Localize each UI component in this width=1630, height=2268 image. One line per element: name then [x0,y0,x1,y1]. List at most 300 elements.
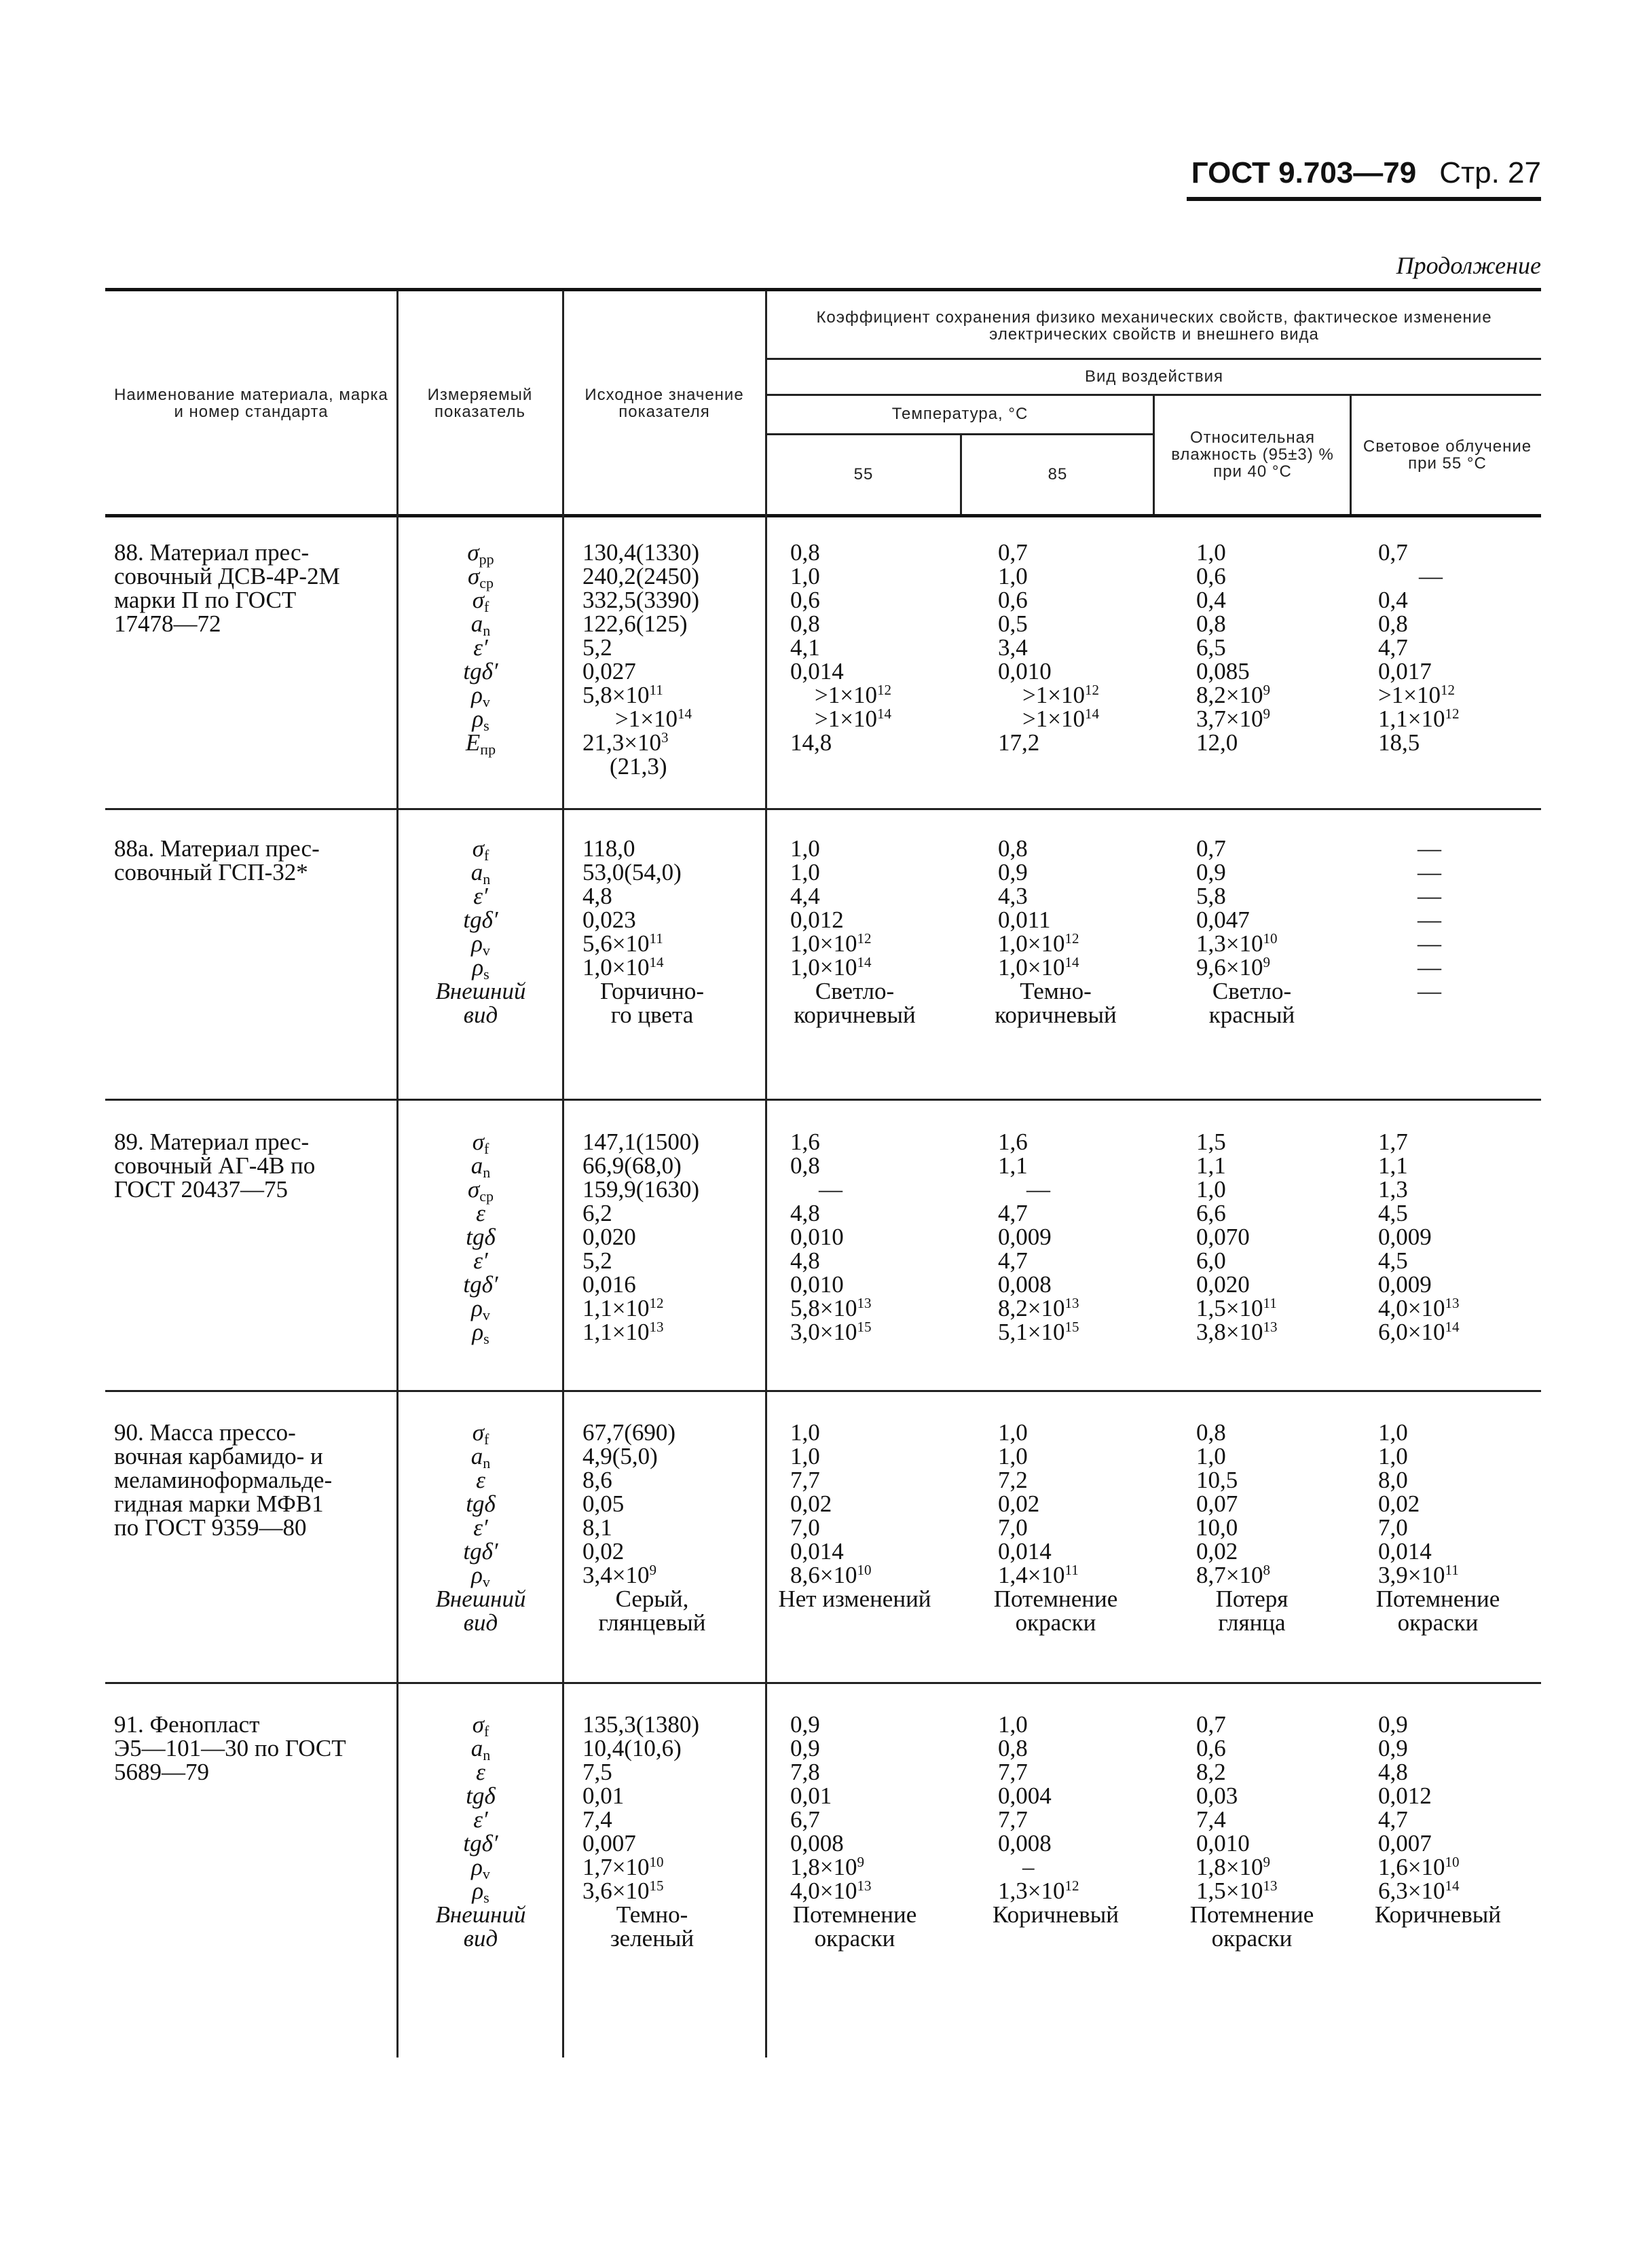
cell-light [1378,1130,1538,1344]
measured-line: Внешний [435,978,526,1004]
original-line: 53,0(54,0) [582,859,682,885]
original-line: 4,9(5,0) [582,1443,658,1469]
t85-line: 0,010 [998,658,1052,684]
measured-line: вид [463,1002,498,1028]
t55-line: 0,6 [790,587,820,613]
col-divider-1 [396,291,399,2057]
cell-measured [399,1713,562,1950]
original-line: $3,6\times 10^{15}$ [582,1878,664,1904]
t55-line: 0,010 [790,1271,844,1298]
humidity-line: $1,5\times 10^{11}$ [1196,1295,1277,1321]
table-top-rule [105,288,1541,291]
t55-line: $5,8\times 10^{13}$ [790,1295,872,1321]
original-line: 7,5 [582,1759,612,1785]
page-header [1191,156,1541,190]
t55-line: $8,6\times 10^{10}$ [790,1562,872,1588]
original-line: зеленый [610,1925,694,1952]
t55-line: 0,008 [790,1830,844,1857]
t85-line: 17,2 [998,729,1040,756]
t55-line: Потемнение [792,1901,917,1928]
cell-t85 [998,541,1154,754]
measured-line: $\sigma_f$ [472,587,489,615]
original-line: 66,9(68,0) [582,1152,682,1179]
t55-line: 0,012 [790,907,844,933]
light-line: Коричневый [1375,1901,1501,1928]
t85-line: 7,0 [998,1514,1028,1541]
original-line: 0,01 [582,1782,625,1809]
measured-line: $a_n$ [470,1152,491,1181]
standard-number: ГОСТ 9.703—79 [1191,156,1417,189]
humidity-line: 0,6 [1196,563,1226,589]
t55-line: $1,0\times 10^{14}$ [790,954,872,981]
humidity-line: $8,7\times 10^8$ [1196,1562,1270,1588]
name-line: совочный ДСВ-4Р-2М [114,563,340,589]
original-line: 0,016 [582,1271,636,1298]
name-line: по ГОСТ 9359—80 [114,1514,307,1541]
t55-line: 1,0 [790,1419,820,1446]
measured-line: ε′ [473,1514,488,1541]
cell-name [114,1421,392,1539]
humidity-line: 10,5 [1196,1467,1238,1493]
humidity-line: $3,7\times 10^9$ [1196,706,1270,732]
t55-line: окраски [814,1925,895,1952]
t55-line: 1,0 [790,859,820,885]
humidity-line: 0,010 [1196,1830,1250,1857]
t55-line: 0,8 [790,1152,820,1179]
original-line: 122,6(125) [582,610,688,637]
light-line: 18,5 [1378,729,1420,756]
measured-line: $\sigma_{ср}$ [467,563,494,591]
t85-line: $5,1\times 10^{15}$ [998,1319,1079,1345]
name-line: меламиноформальде- [114,1467,333,1493]
t55-line: $>1\times 10^{12}$ [815,682,891,708]
col-divider-hum-light [1350,395,1352,514]
t55-line: 1,6 [790,1129,820,1155]
t55-line: — [819,1176,842,1203]
t55-line: 0,014 [790,658,844,684]
original-line: $1,1\times 10^{12}$ [582,1295,664,1321]
cell-original [582,541,762,778]
light-line: 0,8 [1378,610,1408,637]
t55-line: 4,4 [790,883,820,909]
measured-line: $\sigma_f$ [472,1711,489,1740]
t85-line: 0,02 [998,1490,1040,1517]
t55-line: 1,0 [790,1443,820,1469]
t55-line: 7,8 [790,1759,820,1785]
t55-line: $3,0\times 10^{15}$ [790,1319,872,1345]
header-influence: Вид воздействия [1084,367,1224,386]
header-t55: 55 [853,465,874,483]
humidity-line: 7,4 [1196,1806,1226,1833]
t85-line: $>1\times 10^{14}$ [1022,706,1099,732]
measured-line: tgδ′ [463,1271,498,1298]
header-t85: 85 [1048,465,1068,483]
t85-line: 0,6 [998,587,1028,613]
original-line: 332,5(3390) [582,587,700,613]
humidity-line: 0,8 [1196,1419,1226,1446]
humidity-line: 0,02 [1196,1538,1238,1565]
t85-line: коричневый [995,1002,1117,1028]
header-temperature: Температура, °С [891,404,1029,423]
measured-line: $\rho_s$ [472,1878,489,1906]
humidity-line: $9,6\times 10^9$ [1196,954,1270,981]
measured-line: $\sigma_{рр}$ [467,539,494,568]
cell-t55 [790,1713,960,1950]
light-line: 0,4 [1378,587,1408,613]
name-line: 88. Материал прес- [114,539,310,566]
measured-line: tgδ [466,1224,496,1250]
humidity-line: 0,4 [1196,587,1226,613]
t85-line: Потемнение [993,1586,1118,1612]
cell-measured [399,1421,562,1634]
original-line: 5,2 [582,634,612,661]
name-line: Э5—101—30 по ГОСТ [114,1735,346,1761]
humidity-line: 0,6 [1196,1735,1226,1761]
cell-light [1378,837,1538,1003]
cell-humidity [1196,837,1348,1027]
humidity-line: 1,0 [1196,539,1226,566]
t85-line: 0,014 [998,1538,1052,1565]
t85-line: 4,3 [998,883,1028,909]
light-line: Потемнение [1375,1586,1500,1612]
t55-line: 0,9 [790,1735,820,1761]
light-line: $3,9\times 10^{11}$ [1378,1562,1459,1588]
t85-line: 4,7 [998,1247,1028,1274]
t55-line: 0,014 [790,1538,844,1565]
humidity-line: 0,070 [1196,1224,1250,1250]
name-line: 91. Фенопласт [114,1711,260,1738]
light-line: — [1418,883,1441,909]
cell-measured [399,837,562,1027]
measured-line: Внешний [435,1586,526,1612]
cell-light [1375,1419,1538,1636]
original-line: $1,0\times 10^{14}$ [582,954,664,981]
measured-line: $\rho_s$ [472,954,489,983]
t85-line: 0,7 [998,539,1028,566]
page-number: Стр. 27 [1439,156,1541,189]
light-line: 0,009 [1378,1224,1432,1250]
humidity-line: 1,1 [1196,1152,1226,1179]
light-line: 8,0 [1378,1467,1408,1493]
light-line: 0,007 [1378,1830,1432,1857]
cell-humidity [1189,1711,1348,1952]
t55-line: 4,8 [790,1247,820,1274]
t85-line: 0,9 [998,859,1028,885]
measured-line: $\sigma_f$ [472,1419,489,1448]
original-line: 8,6 [582,1467,612,1493]
cell-name [114,1130,392,1201]
t55-line: 4,1 [790,634,820,661]
original-line: $1,7\times 10^{10}$ [582,1854,664,1880]
humidity-line: 6,5 [1196,634,1226,661]
cell-original [582,837,762,1027]
measured-line: ε′ [473,1806,488,1833]
cell-t55 [790,541,960,754]
measured-line: ε′ [473,883,488,909]
light-line: 1,0 [1378,1419,1408,1446]
measured-line: $\rho_v$ [471,682,490,710]
t55-line: коричневый [794,1002,916,1028]
t85-line: 0,8 [998,835,1028,862]
t85-line: $1,4\times 10^{11}$ [998,1562,1079,1588]
light-line: — [1419,563,1443,589]
measured-line: ε [476,1200,485,1226]
humidity-line: Светло- [1212,978,1292,1004]
cell-name [114,541,392,636]
t55-line: 0,01 [790,1782,832,1809]
measured-line: $\sigma_{ср}$ [467,1176,494,1205]
humidity-line: 0,9 [1196,859,1226,885]
measured-line: $\rho_v$ [471,930,490,959]
t55-line: 7,0 [790,1514,820,1541]
col-divider-3 [765,291,767,2057]
light-line: 4,7 [1378,1806,1408,1833]
name-line: 5689—79 [114,1759,209,1785]
t85-line: окраски [1015,1609,1096,1636]
humidity-line: 1,0 [1196,1176,1226,1203]
original-line: $3,4\times 10^9$ [582,1562,656,1588]
t85-line: $>1\times 10^{12}$ [1022,682,1099,708]
cell-t55 [790,1130,960,1344]
original-line: Горчично- [599,978,705,1004]
original-line: 67,7(690) [582,1419,676,1446]
t85-line: 1,6 [998,1129,1028,1155]
cell-humidity [1196,1130,1348,1344]
humidity-line: глянца [1218,1609,1286,1636]
cell-original [582,1421,762,1634]
name-line: 88а. Материал прес- [114,835,320,862]
light-line: 1,7 [1378,1129,1408,1155]
light-line: — [1418,954,1441,981]
cell-measured [399,539,562,758]
light-line: 0,9 [1378,1711,1408,1738]
original-line: 7,4 [582,1806,612,1833]
measured-line: ε′ [473,634,488,661]
light-line: 0,014 [1378,1538,1432,1565]
measured-line: ε [476,1759,485,1785]
original-line: $5,6\times 10^{11}$ [582,930,663,957]
measured-line: вид [463,1609,498,1636]
original-line: $>1\times 10^{14}$ [615,706,692,732]
t85-line: 0,8 [998,1735,1028,1761]
light-line: окраски [1397,1609,1479,1636]
original-line: $1,1\times 10^{13}$ [582,1319,664,1345]
cell-name [114,837,392,884]
humidity-line: 6,0 [1196,1247,1226,1274]
original-line: Серый, [615,1586,689,1612]
name-line: ГОСТ 20437—75 [114,1176,289,1203]
measured-line: $E_{пр}$ [465,729,496,758]
t85-line: 7,7 [998,1759,1028,1785]
original-line: 159,9(1630) [582,1176,700,1203]
original-line: (21,3) [610,753,667,780]
humidity-line: 5,8 [1196,883,1226,909]
row-separator [105,1099,1541,1101]
measured-line: Внешний [435,1901,526,1928]
name-line: вочная карбамидо- и [114,1443,323,1469]
t85-line: 1,0 [998,563,1028,589]
measured-line: $\rho_v$ [471,1295,490,1323]
cell-original [582,1130,762,1344]
light-line: 1,3 [1378,1176,1408,1203]
header-coefficient: Коэффициент сохранения физико механических свойств, фактическое изменение электрических свойств и внешнего вида [816,308,1492,344]
original-line: 6,2 [582,1200,612,1226]
light-line: — [1418,859,1441,885]
t55-line: 0,02 [790,1490,832,1517]
light-line: 7,0 [1378,1514,1408,1541]
humidity-line: $1,3\times 10^{10}$ [1196,930,1278,957]
measured-line: $\rho_s$ [472,706,489,734]
t55-line: $4,0\times 10^{13}$ [790,1878,872,1904]
humidity-line: 0,7 [1196,1711,1226,1738]
light-line: $1,6\times 10^{10}$ [1378,1854,1460,1880]
cell-t85 [993,1711,1154,1928]
t55-line: 1,0 [790,563,820,589]
t85-line: $1,0\times 10^{14}$ [998,954,1079,981]
light-line: $6,0\times 10^{14}$ [1378,1319,1460,1345]
humidity-line: окраски [1211,1925,1293,1952]
light-line: 0,02 [1378,1490,1420,1517]
humidity-line: 10,0 [1196,1514,1238,1541]
header-rule [1187,197,1541,201]
cell-original [582,1713,762,1950]
t85-line: 1,0 [998,1711,1028,1738]
t85-line: 1,1 [998,1152,1028,1179]
original-line: $21,3\times 10^3$ [582,729,669,756]
cell-name [114,1713,392,1784]
t85-line: 0,008 [998,1271,1052,1298]
light-line: 4,5 [1378,1200,1408,1226]
measured-line: tgδ′ [463,1538,498,1565]
t55-line: 1,0 [790,835,820,862]
t85-line: 4,7 [998,1200,1028,1226]
t55-line: 0,8 [790,610,820,637]
measured-line: $\sigma_f$ [472,1129,489,1157]
original-line: 0,027 [582,658,636,684]
light-line: 1,0 [1378,1443,1408,1469]
cell-measured [399,1129,562,1347]
humidity-line: 0,047 [1196,907,1250,933]
t55-line: $1,0\times 10^{12}$ [790,930,872,957]
measured-line: $a_n$ [470,859,491,888]
t85-line: 7,7 [998,1806,1028,1833]
light-line: $4,0\times 10^{13}$ [1378,1295,1460,1321]
name-line: совочный ГСП-32* [114,859,308,885]
light-line: $1,1\times 10^{12}$ [1378,706,1460,732]
t85-line: – [1022,1854,1035,1880]
header-humidity: Относительная влажность (95±3) % при 40 °С [1171,428,1334,481]
t85-line: Коричневый [993,1901,1119,1928]
cell-light [1375,1711,1538,1928]
t85-line: $1,3\times 10^{12}$ [998,1878,1079,1904]
t85-line: 0,004 [998,1782,1052,1809]
t85-line: 0,011 [998,907,1051,933]
humidity-line: 12,0 [1196,729,1238,756]
humidity-line: $8,2\times 10^9$ [1196,682,1270,708]
original-line: 0,007 [582,1830,636,1857]
t55-line: 4,8 [790,1200,820,1226]
name-line: 90. Масса прессо- [114,1419,296,1446]
t85-line: 0,009 [998,1224,1052,1250]
col-divider-temp-hum [1153,395,1155,514]
humidity-line: Потемнение [1189,1901,1314,1928]
humidity-line: $3,8\times 10^{13}$ [1196,1319,1278,1345]
humidity-line: 1,5 [1196,1129,1226,1155]
measured-line: $a_n$ [470,1443,491,1471]
measured-line: tgδ′ [463,907,498,933]
header-original: Исходное значение показателя [585,385,744,421]
humidity-line: 8,2 [1196,1759,1226,1785]
t85-line: 3,4 [998,634,1028,661]
light-line: $6,3\times 10^{14}$ [1378,1878,1460,1904]
original-line: 8,1 [582,1514,612,1541]
original-line: 0,05 [582,1490,625,1517]
original-line: 240,2(2450) [582,563,700,589]
t55-line: 0,8 [790,539,820,566]
t85-line: $8,2\times 10^{13}$ [998,1295,1079,1321]
original-line: 147,1(1500) [582,1129,700,1155]
row-separator [105,808,1541,810]
header-light: Световое облучение при 55 °С [1363,437,1532,473]
original-line: 118,0 [582,835,635,862]
t55-line: 6,7 [790,1806,820,1833]
header-measured: Измеряемый показатель [427,385,533,421]
original-line: 135,3(1380) [582,1711,700,1738]
measured-line: $a_n$ [470,1735,491,1763]
cell-light [1378,541,1538,754]
measured-line: $\rho_v$ [471,1854,490,1882]
t55-line: Нет изменений [778,1586,931,1612]
light-line: 0,009 [1378,1271,1432,1298]
original-line: го цвета [610,1002,694,1028]
row-separator [105,1682,1541,1684]
name-line: гидная марки МФВ1 [114,1490,324,1517]
light-line: 4,5 [1378,1247,1408,1274]
name-line: 89. Материал прес- [114,1129,310,1155]
light-line: 4,8 [1378,1759,1408,1785]
original-line: глянцевый [598,1609,706,1636]
col-divider-55-85 [960,435,962,514]
light-line: — [1418,978,1441,1004]
humidity-line: 1,0 [1196,1443,1226,1469]
name-line: совочный АГ-4В по [114,1152,316,1179]
humidity-line: $1,5\times 10^{13}$ [1196,1878,1278,1904]
measured-line: ε [476,1467,485,1493]
humidity-line: красный [1208,1002,1295,1028]
measured-line: $\rho_v$ [471,1562,490,1590]
light-line: $>1\times 10^{12}$ [1378,682,1455,708]
light-line: — [1418,907,1441,933]
t55-line: Светло- [815,978,895,1004]
name-line: марки П по ГОСТ [114,587,297,613]
original-line: 0,020 [582,1224,636,1250]
cell-t55 [778,1419,960,1612]
measured-line: $\rho_s$ [472,1319,489,1347]
cell-humidity [1196,1421,1348,1634]
humidity-line: 0,07 [1196,1490,1238,1517]
light-line: — [1418,835,1441,862]
light-line: 0,9 [1378,1735,1408,1761]
measured-line: tgδ [466,1782,496,1809]
light-line: 0,7 [1378,539,1408,566]
original-line: 130,4(1330) [582,539,700,566]
cell-t85 [998,1130,1154,1344]
original-line: Темно- [616,1901,688,1928]
light-line: — [1418,930,1441,957]
humidity-line: 0,085 [1196,658,1250,684]
original-line: $5,8\times 10^{11}$ [582,682,663,708]
measured-line: $a_n$ [470,610,491,639]
